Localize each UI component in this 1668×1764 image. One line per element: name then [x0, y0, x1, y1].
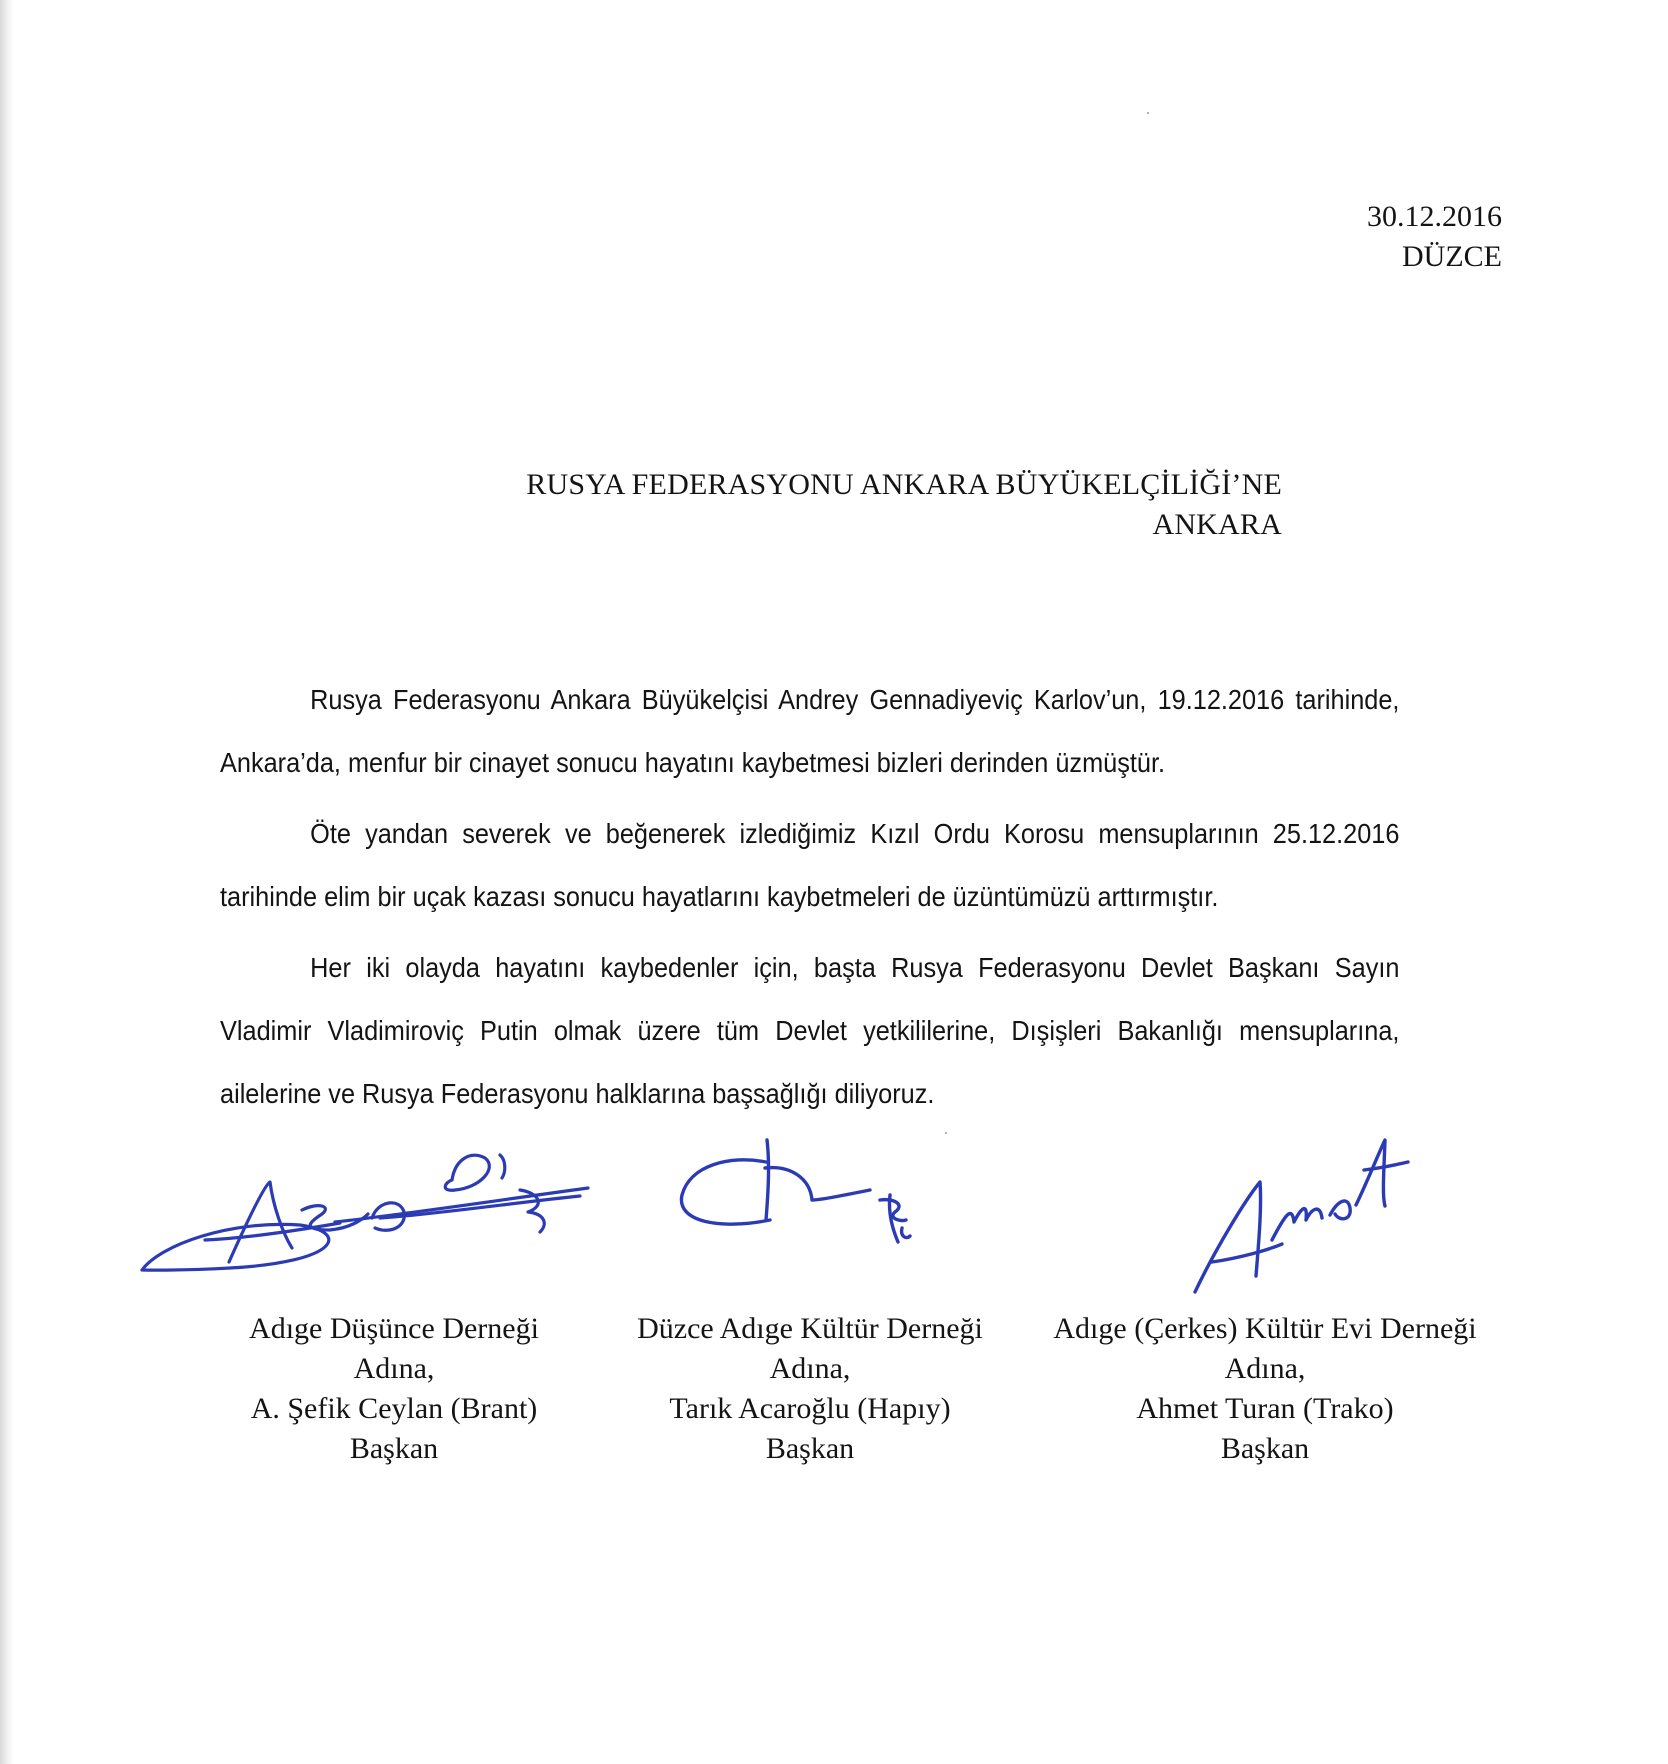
signatory-name: A. Şefik Ceylan (Brant) [250, 1392, 538, 1425]
recipient-address [526, 465, 1282, 545]
signatory-name: Ahmet Turan (Trako) [1136, 1392, 1394, 1425]
date-block [1367, 197, 1502, 277]
recipient-line-1: RUSYA FEDERASYONU ANKARA BÜYÜKELÇİLİĞİ’NE [526, 468, 1282, 501]
recipient-line-2: ANKARA [1152, 508, 1282, 541]
scan-speck [1147, 112, 1149, 114]
signatory-title: Başkan [765, 1432, 855, 1465]
signatory-on-behalf: Adına, [769, 1352, 851, 1385]
letter-city: DÜZCE [1402, 240, 1502, 273]
letter-body [220, 668, 1399, 1133]
signature-2-image [681, 1140, 910, 1242]
signatory-1 [200, 1309, 588, 1469]
scan-speck [945, 1132, 947, 1134]
signatory-name: Tarık Acaroğlu (Hapıy) [669, 1392, 951, 1425]
signature-1-image [142, 1155, 588, 1270]
signatory-3 [1030, 1309, 1500, 1469]
signatory-2 [600, 1309, 1020, 1469]
signatory-organization: Adıge (Çerkes) Kültür Evi Derneği [1053, 1312, 1477, 1345]
signatory-organization: Adıge Düşünce Derneği [249, 1312, 539, 1345]
body-paragraph-2: Öte yandan severek ve beğenerek izlediğimiz Kızıl Ordu Korosu mensuplarının 25.12.2016 tarihinde elim bir uçak kazası sonucu hayatlarını kaybetmeleri de üzüntümüzü arttırmıştır. [220, 818, 1400, 912]
letter-date: 30.12.2016 [1367, 200, 1502, 233]
signature-3-image [1195, 1140, 1408, 1292]
body-paragraph-1: Rusya Federasyonu Ankara Büyükelçisi Andrey Gennadiyeviç Karlov’un, 19.12.2016 tarihinde, Ankara’da, menfur bir cinayet sonucu hayatını kaybetmesi bizleri derinden üzmüştür. [220, 684, 1400, 778]
scan-page-edge [0, 0, 14, 1764]
signatory-title: Başkan [1220, 1432, 1310, 1465]
signatory-on-behalf: Adına, [353, 1352, 435, 1385]
body-paragraph-3: Her iki olayda hayatını kaybedenler için, başta Rusya Federasyonu Devlet Başkanı Sayın Vladimir Vladimiroviç Putin olmak üzere tüm Devlet yetkililerine, Dışişleri Bakanlığı mensuplarına, ailelerine ve Rusya Federasyonu halklarına başsağlığı diliyoruz. [220, 952, 1400, 1109]
signatory-organization: Düzce Adıge Kültür Derneği [637, 1312, 983, 1345]
signatory-on-behalf: Adına, [1224, 1352, 1306, 1385]
signatory-title: Başkan [349, 1432, 439, 1465]
